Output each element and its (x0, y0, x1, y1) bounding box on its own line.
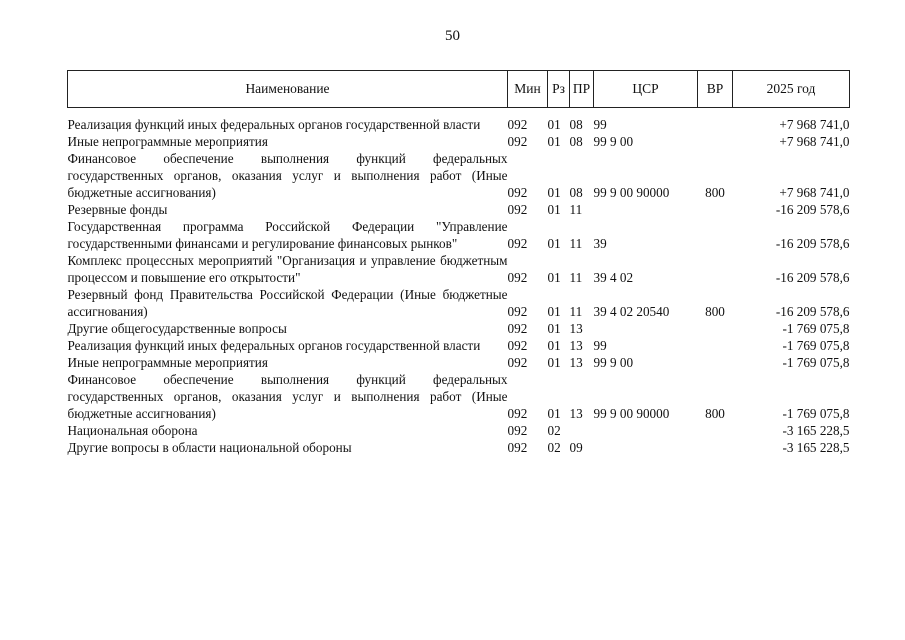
row-vr (698, 320, 733, 337)
row-name: Иные непрограммные мероприятия (67, 355, 268, 370)
row-pr: 08 (569, 117, 583, 132)
row-pr: 09 (569, 440, 583, 455)
row-csr: 99 9 00 90000 (593, 185, 670, 200)
row-min: 092 (507, 338, 528, 353)
row-rz: 01 (547, 338, 561, 353)
row-amount: -16 209 578,6 (775, 270, 850, 285)
row-pr (570, 422, 594, 439)
row-name: Комплекс процессных мероприятий "Организация и управление бюджетным процессом и повышение его открытости" (67, 253, 508, 285)
row-rz: 01 (547, 355, 561, 370)
header-min: Мин (508, 71, 548, 108)
row-min: 092 (507, 406, 528, 421)
header-pr: ПР (570, 71, 594, 108)
row-csr: 39 4 02 (593, 270, 634, 285)
table-row (68, 218, 850, 252)
row-amount: -3 165 228,5 (782, 440, 850, 455)
row-csr: 99 9 00 (593, 134, 634, 149)
row-rz: 01 (547, 321, 561, 336)
row-vr (698, 116, 733, 133)
row-min: 092 (507, 270, 528, 285)
row-amount: -16 209 578,6 (775, 236, 850, 251)
table-row (68, 286, 850, 320)
row-amount: -1 769 075,8 (782, 338, 850, 353)
row-amount: -1 769 075,8 (782, 321, 850, 336)
table-row (68, 371, 850, 422)
row-min: 092 (507, 355, 528, 370)
table-row (68, 354, 850, 371)
row-name: Финансовое обеспечение выполнения функций федеральных государственных органов, оказания услуг и выполнения работ (Иные бюджетные ассигнования) (67, 372, 508, 421)
row-csr (594, 201, 698, 218)
row-pr: 13 (569, 355, 583, 370)
header-vr: ВР (698, 71, 733, 108)
row-rz: 02 (547, 423, 561, 438)
row-name: Другие вопросы в области национальной обороны (67, 440, 352, 455)
row-vr (698, 439, 733, 456)
row-name: Реализация функций иных федеральных органов государственной власти (67, 117, 481, 132)
row-csr: 39 (593, 236, 607, 251)
row-min: 092 (507, 236, 528, 251)
row-pr: 13 (569, 338, 583, 353)
row-name: Национальная оборона (67, 423, 198, 438)
row-vr (698, 201, 733, 218)
row-min: 092 (507, 185, 528, 200)
row-min: 092 (507, 202, 528, 217)
row-rz: 01 (547, 185, 561, 200)
row-csr: 99 9 00 90000 (593, 406, 670, 421)
row-amount: -3 165 228,5 (782, 423, 850, 438)
row-name: Иные непрограммные мероприятия (67, 134, 268, 149)
row-csr (594, 320, 698, 337)
row-name: Резервный фонд Правительства Российской Федерации (Иные бюджетные ассигнования) (67, 287, 508, 319)
header-rz: Рз (548, 71, 570, 108)
row-vr (698, 133, 733, 150)
table-row (68, 422, 850, 439)
row-name: Реализация функций иных федеральных органов государственной власти (67, 338, 481, 353)
row-rz: 02 (547, 440, 561, 455)
table-row (68, 320, 850, 337)
row-rz: 01 (547, 304, 561, 319)
row-csr: 39 4 02 20540 (593, 304, 670, 319)
row-amount: +7 968 741,0 (779, 134, 850, 149)
row-vr (698, 422, 733, 439)
row-pr: 11 (569, 304, 583, 319)
row-rz: 01 (547, 202, 561, 217)
row-vr (698, 354, 733, 371)
row-rz: 01 (547, 406, 561, 421)
table-row (68, 252, 850, 286)
row-min: 092 (507, 440, 528, 455)
row-csr: 99 (593, 117, 607, 132)
page-number: 50 (445, 28, 460, 44)
row-vr (698, 252, 733, 286)
header-name: Наименование (68, 71, 508, 108)
row-pr: 08 (569, 134, 583, 149)
table-row (68, 116, 850, 133)
row-amount: -16 209 578,6 (775, 202, 850, 217)
row-pr: 11 (569, 270, 583, 285)
row-csr: 99 9 00 (593, 355, 634, 370)
table-row (68, 133, 850, 150)
row-rz: 01 (547, 134, 561, 149)
table-row (68, 439, 850, 456)
row-vr: 800 (705, 304, 725, 319)
row-csr (594, 422, 698, 439)
row-min: 092 (507, 304, 528, 319)
row-min: 092 (507, 423, 528, 438)
row-amount: -1 769 075,8 (782, 406, 850, 421)
row-pr: 13 (569, 406, 583, 421)
table-header-row (68, 71, 850, 108)
table-row (68, 337, 850, 354)
row-pr: 13 (569, 321, 583, 336)
table-body (68, 108, 850, 457)
row-vr: 800 (705, 185, 725, 200)
row-min: 092 (507, 117, 528, 132)
row-amount: -1 769 075,8 (782, 355, 850, 370)
row-pr: 11 (569, 202, 583, 217)
row-vr (698, 337, 733, 354)
row-min: 092 (507, 134, 528, 149)
row-amount: +7 968 741,0 (779, 117, 850, 132)
row-pr: 11 (569, 236, 583, 251)
row-vr (698, 218, 733, 252)
header-year: 2025 год (733, 71, 850, 108)
row-pr: 08 (569, 185, 583, 200)
row-amount: -16 209 578,6 (775, 304, 850, 319)
row-amount: +7 968 741,0 (779, 185, 850, 200)
budget-table (67, 70, 850, 456)
row-name: Резервные фонды (67, 202, 168, 217)
row-name: Другие общегосударственные вопросы (67, 321, 287, 336)
row-csr (594, 439, 698, 456)
row-rz: 01 (547, 117, 561, 132)
row-rz: 01 (547, 270, 561, 285)
row-csr: 99 (593, 338, 607, 353)
row-vr: 800 (705, 406, 725, 421)
table-row (68, 150, 850, 201)
row-min: 092 (507, 321, 528, 336)
row-rz: 01 (547, 236, 561, 251)
header-csr: ЦСР (594, 71, 698, 108)
row-name: Государственная программа Российской Федерации "Управление государственными финансами и регулирование финансовых рынков" (67, 219, 508, 251)
row-name: Финансовое обеспечение выполнения функций федеральных государственных органов, оказания услуг и выполнения работ (Иные бюджетные ассигнования) (67, 151, 508, 200)
table-row (68, 201, 850, 218)
